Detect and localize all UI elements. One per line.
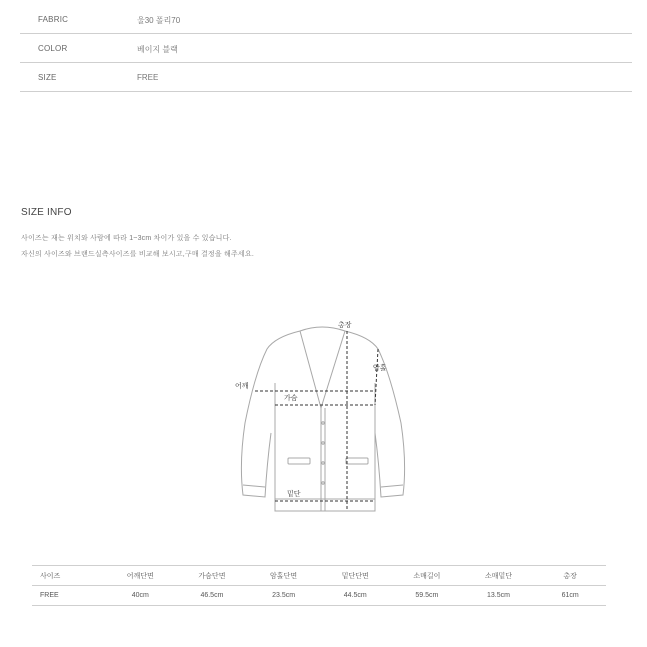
- size-info-title: SIZE INFO: [21, 207, 72, 218]
- measure-label-shoulder: 어깨: [235, 383, 249, 390]
- table-cell: 40cm: [131, 592, 149, 599]
- measure-label-total-length: 총장: [338, 322, 352, 329]
- spec-value: 베이지 블랙: [137, 45, 178, 54]
- header-cell: 사이즈: [40, 572, 61, 580]
- table-cell: 23.5cm: [272, 592, 296, 599]
- header-cell: 총장: [563, 572, 577, 580]
- spec-label: SIZE: [38, 73, 57, 82]
- size-note: 사이즈는 재는 위치와 사람에 따라 1~3cm 차이가 있을 수 있습니다.: [21, 235, 232, 242]
- table-cell: 59.5cm: [415, 592, 439, 599]
- size-table: [32, 565, 606, 606]
- table-cell: 13.5cm: [487, 592, 510, 599]
- cardigan-illustration: [215, 313, 430, 518]
- size-note: 자신의 사이즈와 브랜드실측사이즈를 비교해 보시고,구매 결정을 해주세요.: [21, 251, 254, 258]
- table-row: [32, 586, 606, 606]
- header-cell: 밑단단면: [341, 572, 369, 580]
- header-cell: 암홀단면: [270, 572, 298, 580]
- spec-label: FABRIC: [38, 15, 69, 24]
- cardigan-measure-diagram: [215, 313, 430, 518]
- measure-label-chest: 가슴: [284, 395, 298, 402]
- spec-row-fabric: [20, 5, 632, 34]
- size-table-header: [32, 565, 606, 586]
- spec-value: 울30 폴리70: [137, 16, 181, 25]
- spec-row-size: [20, 63, 632, 92]
- table-cell: FREE: [40, 592, 59, 599]
- spec-row-color: [20, 34, 632, 63]
- spec-table: [20, 5, 632, 92]
- table-cell: 44.5cm: [343, 592, 367, 599]
- spec-value: FREE: [137, 73, 159, 82]
- table-cell: 46.5cm: [200, 592, 224, 599]
- measure-label-armhole: 암홀: [373, 365, 387, 372]
- header-cell: 소매밑단: [484, 572, 513, 580]
- measure-label-hem: 밑단: [287, 491, 301, 498]
- table-cell: 61cm: [561, 592, 579, 599]
- header-cell: 가슴단면: [198, 572, 226, 580]
- spec-label: COLOR: [38, 44, 68, 53]
- header-cell: 소매길이: [413, 572, 441, 580]
- header-cell: 어깨단면: [126, 572, 154, 580]
